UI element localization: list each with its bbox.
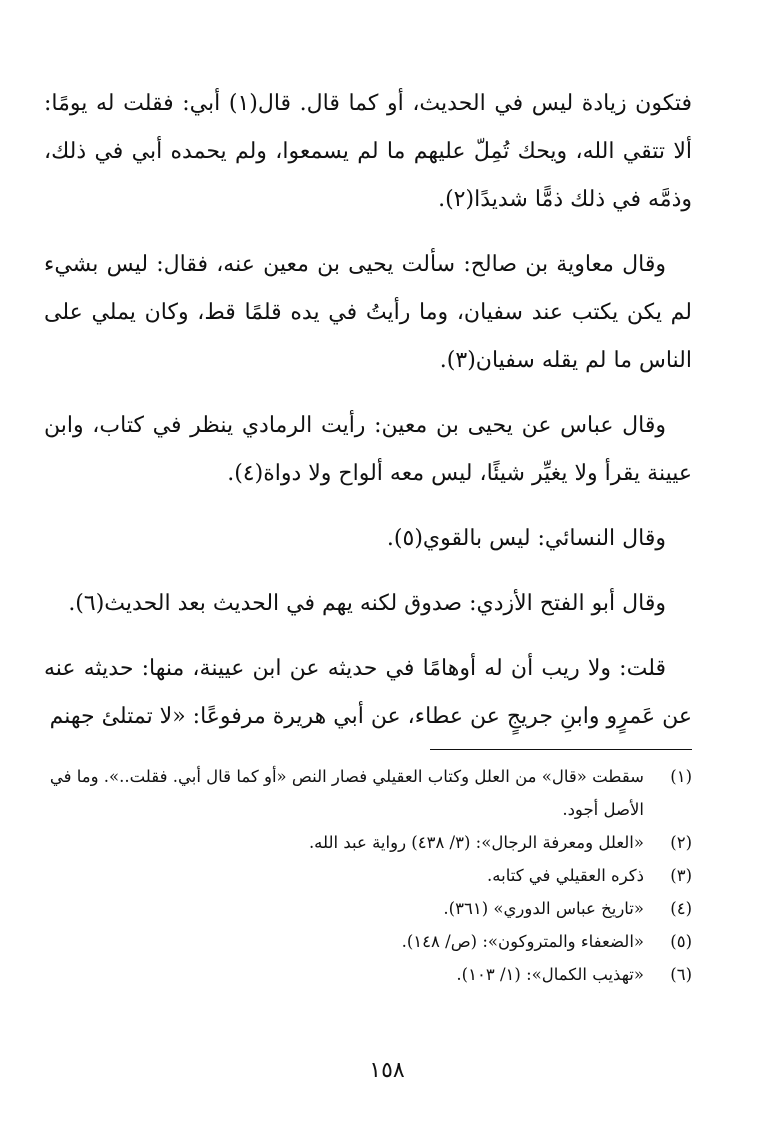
main-text — [44, 80, 692, 758]
paragraph-4: وقال النسائي: ليس بالقوي(٥). — [386, 526, 666, 551]
footnote-number: (١) — [670, 767, 692, 786]
footnote-number: (٤) — [670, 899, 692, 918]
paragraph-3: وقال عباس عن يحيى بن معين: رأيت الرمادي ينظر في كتاب، وابن عيينة يقرأ ولا يغيِّر شيئًا، ليس معه ألواح ولا دواة(٤). — [44, 413, 692, 486]
paragraph-5: وقال أبو الفتح الأزدي: صدوق لكنه يهم في الحديث بعد الحديث(٦). — [68, 591, 666, 616]
footnote-text: سقطت «قال» من العلل وكتاب العقيلي فصار النص «أو كما قال أبي. فقلت..». وما في الأصل أجود. — [49, 767, 644, 819]
footnote-text: «العلل ومعرفة الرجال»: (٣/ ٤٣٨) رواية عبد الله. — [308, 833, 644, 852]
footnote-number: (٦) — [670, 965, 692, 984]
page-number: ١٥٨ — [369, 1058, 405, 1083]
footnote-3 — [44, 859, 692, 892]
footnote-5 — [44, 925, 692, 958]
paragraph-6: قلت: ولا ريب أن له أوهامًا في حديثه عن ابن عيينة، منها: حديثه عنه عن عَمرٍو وابنِ جريجٍ عن عطاء، عن أبي هريرة مرفوعًا: «لا تمتلئ جهنم — [44, 656, 692, 729]
footnote-number: (٢) — [670, 833, 692, 852]
paragraph-1: فتكون زيادة ليس في الحديث، أو كما قال. قال(١) أبي: فقلت له يومًا: ألا تتقي الله، ويحك تُمِلّ عليهم ما لم يسمعوا، ولم يحمده أبي في ذلك، وذمَّه في ذلك ذمًّا شديدًا(٢). — [44, 91, 692, 212]
footnote-number: (٥) — [670, 932, 692, 951]
footnote-text: «الضعفاء والمتروكون»: (ص/ ١٤٨). — [401, 932, 644, 951]
footnote-1 — [44, 760, 692, 826]
footnote-text: ذكره العقيلي في كتابه. — [487, 866, 644, 885]
footnote-text: «تهذيب الكمال»: (١/ ١٠٣). — [456, 965, 644, 984]
paragraph-2: وقال معاوية بن صالح: سألت يحيى بن معين عنه، فقال: ليس بشيء لم يكن يكتب عند سفيان، وما رأيتُ في يده قلمًا قط، وكان يملي على الناس ما لم يقله سفيان(٣). — [44, 252, 692, 373]
footnote-text: «تاريخ عباس الدوري» (٣٦١). — [443, 899, 644, 918]
footnote-separator — [430, 749, 692, 750]
footnote-6 — [44, 958, 692, 991]
footnote-2 — [44, 826, 692, 859]
footnote-4 — [44, 892, 692, 925]
footnotes — [44, 760, 692, 991]
footnote-number: (٣) — [670, 866, 692, 885]
